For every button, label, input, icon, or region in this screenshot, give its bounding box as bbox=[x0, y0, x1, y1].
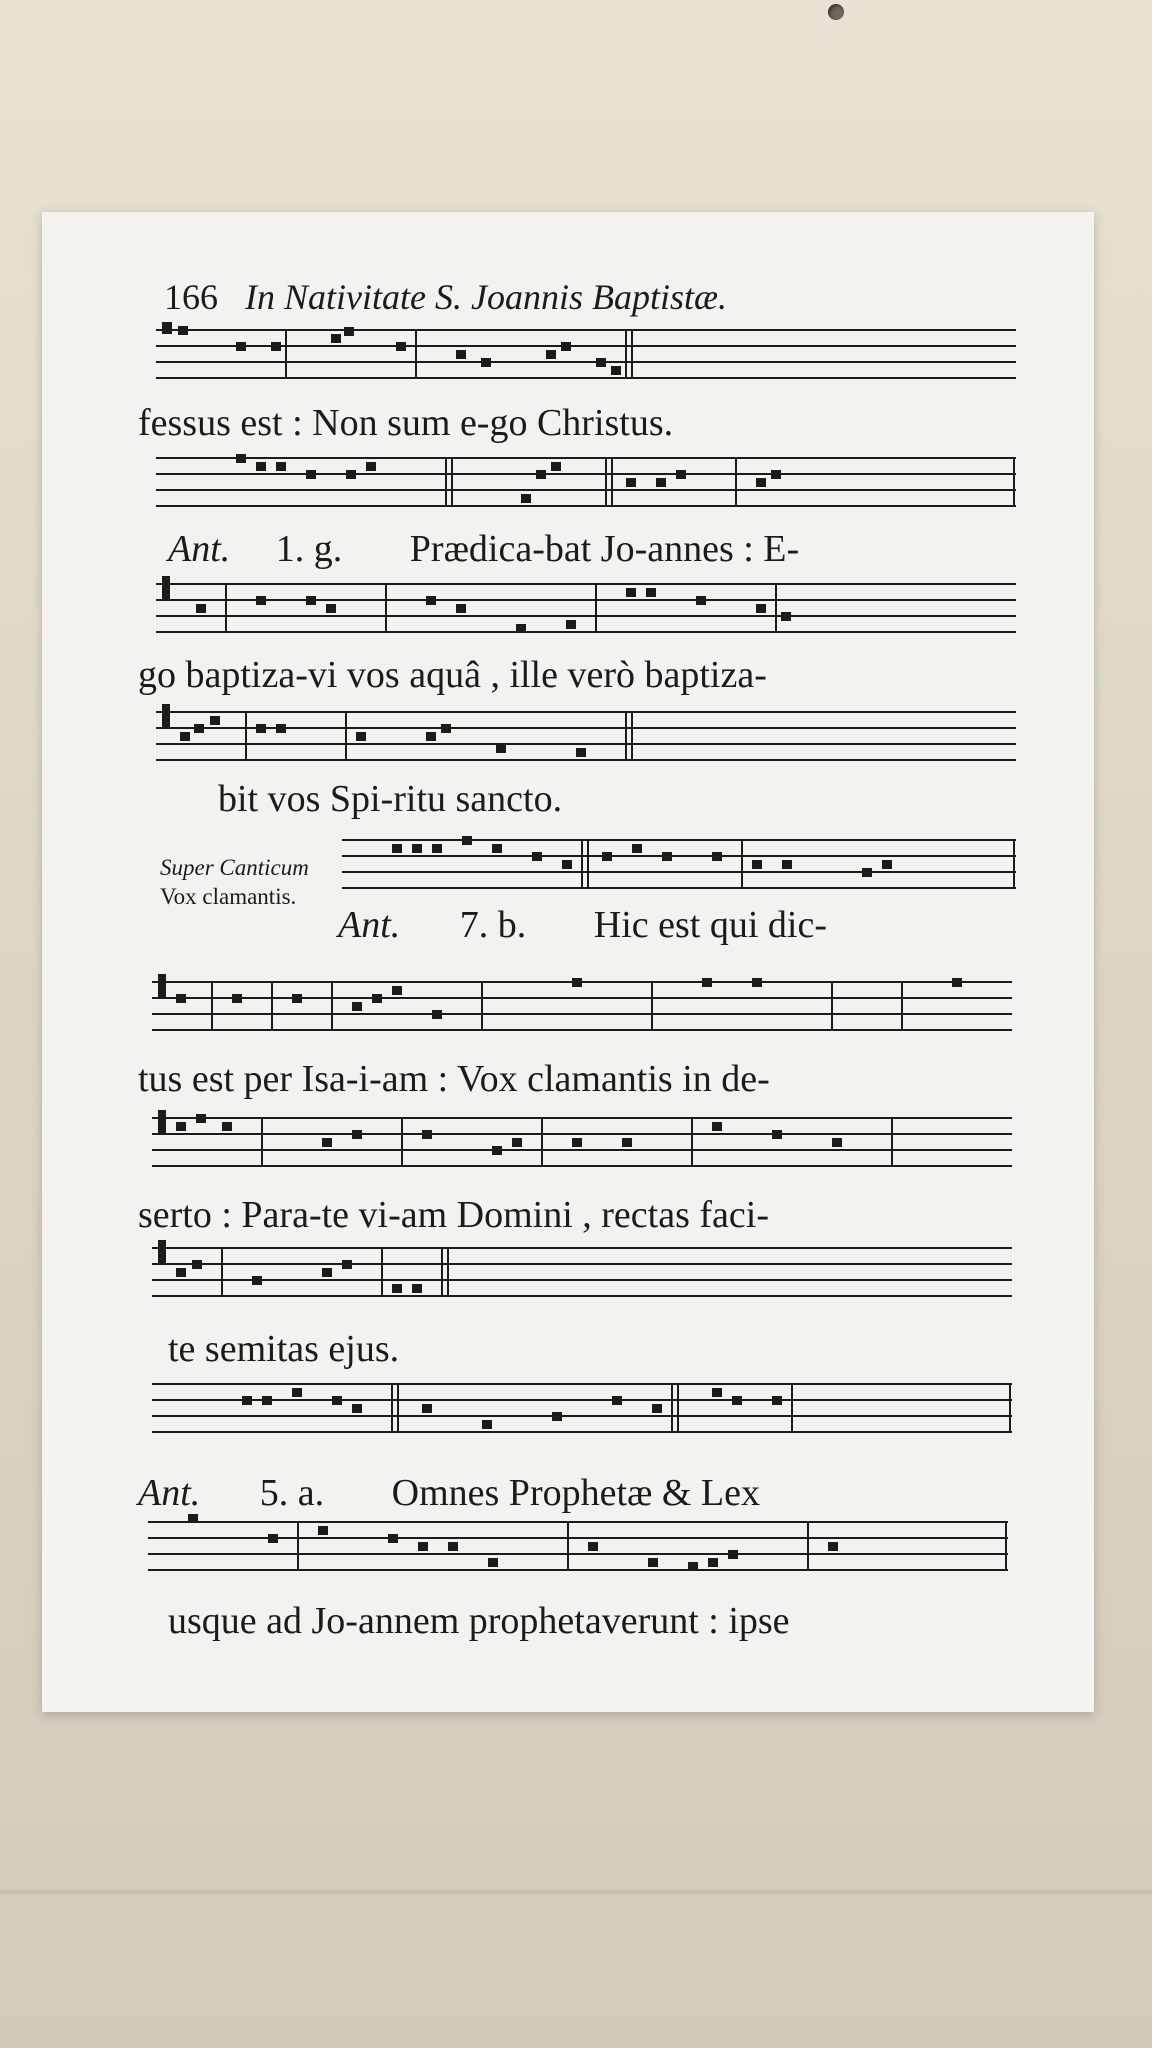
music-page bbox=[42, 212, 1094, 1712]
chant-staff-icon bbox=[152, 1376, 1012, 1440]
running-title: In Nativitate S. Joannis Baptistæ. bbox=[245, 277, 727, 317]
chant-staff-icon bbox=[152, 974, 1012, 1038]
mode-label: 5. a. bbox=[259, 1472, 325, 1514]
lyric-line-6: tus est per Isa-i-am : Vox clamantis in de- bbox=[138, 1058, 770, 1100]
lyric-line-10: usque ad Jo-annem prophetaverunt : ipse bbox=[168, 1600, 790, 1642]
antiphon-text: Hic est qui dic- bbox=[593, 904, 827, 946]
lyric-line-2 bbox=[168, 530, 1152, 568]
antiphon-text: Prædica-bat Jo-annes : E- bbox=[409, 528, 800, 570]
lyric-line-7: serto : Para-te vi-am Domini , rectas faci- bbox=[138, 1194, 769, 1236]
antiphon-text: Omnes Prophetæ & Lex bbox=[391, 1472, 761, 1514]
chant-staff-icon bbox=[148, 1514, 1008, 1578]
antiphon-label: Ant. bbox=[338, 904, 401, 946]
antiphon-label: Ant. bbox=[168, 528, 231, 570]
chant-staff-icon bbox=[156, 322, 1016, 386]
lyric-line-9 bbox=[138, 1474, 1152, 1512]
chant-staff-icon bbox=[156, 704, 1016, 768]
page-header bbox=[164, 276, 727, 318]
mode-label: 1. g. bbox=[275, 528, 343, 570]
chant-staff-icon bbox=[156, 576, 1016, 640]
page-number: 166 bbox=[164, 277, 218, 317]
board-seam bbox=[0, 1890, 1152, 1894]
chant-staff-icon bbox=[342, 832, 1016, 896]
antiphon-label: Ant. bbox=[138, 1472, 201, 1514]
lyric-line-8: te semitas ejus. bbox=[168, 1328, 400, 1370]
lyric-line-5 bbox=[338, 906, 1152, 944]
rubric bbox=[160, 854, 309, 912]
rubric-line-1: Super Canticum bbox=[160, 855, 309, 880]
lyric-line-1: fessus est : Non sum e-go Christus. bbox=[138, 402, 674, 444]
screw-icon bbox=[828, 4, 844, 20]
chant-staff-icon bbox=[156, 450, 1016, 514]
mode-label: 7. b. bbox=[459, 904, 527, 946]
lyric-line-4: bit vos Spi-ritu sancto. bbox=[218, 778, 563, 820]
lyric-line-3: go baptiza-vi vos aquâ , ille verò baptiza- bbox=[138, 654, 767, 696]
rubric-line-2: Vox clamantis. bbox=[160, 883, 297, 909]
chant-staff-icon bbox=[152, 1110, 1012, 1174]
chant-staff-icon bbox=[152, 1240, 1012, 1304]
